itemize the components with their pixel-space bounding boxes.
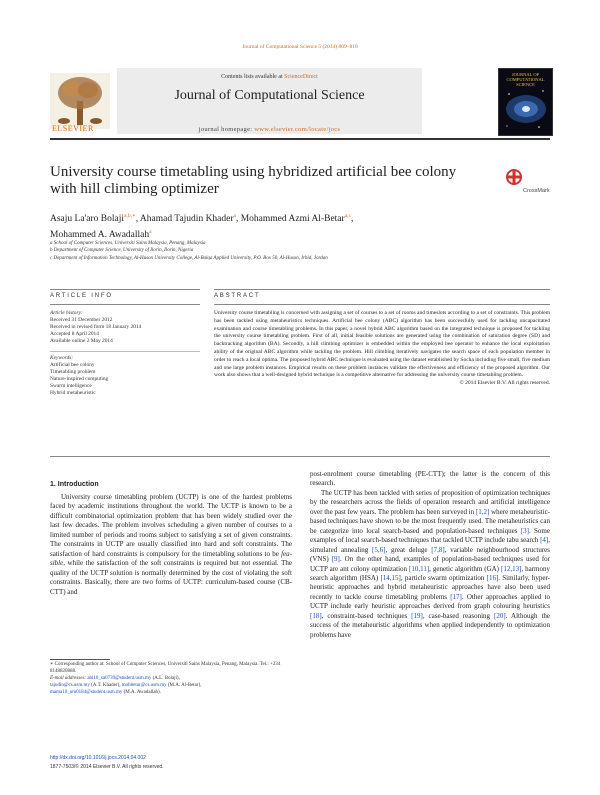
- intro-paragraph: [310, 489, 550, 640]
- intro-text: , case-based reasoning: [422, 611, 495, 620]
- article-info: [50, 310, 200, 397]
- citation-link[interactable]: [7,8]: [431, 545, 445, 554]
- intro-paragraph: [50, 493, 292, 597]
- keywords-label: Keywords:: [50, 355, 74, 361]
- history-item: Available online 2 May 2014: [50, 338, 113, 344]
- abstract-heading: ABSTRACT: [214, 293, 261, 299]
- history-item: Received 31 December 2012: [50, 317, 113, 323]
- citation-link[interactable]: [19]: [411, 611, 423, 620]
- abstract-text: University course timetabling is concerned with assigning a set of courses to a set of rooms and timeslots according to a set of constraints. This problem has been tackled using metaheuristics techniques. Artificial bee colony (ABC) algorithm has been successfully used for tackling uncapacitated examination and course timetabling problems. In this paper, a novel hybrid ABC algorithm based on the integrated technique is proposed for tackling the university course timetabling problem. First of all, initial feasible solutions are generated using the combination of saturation degree (SD) and backtracking algorithm (BA). Secondly, a hill climbing optimizer is embedded within the employed bee operator to enhance the local exploitation ability of the original ABC algorithm while tackling the problem. Hill climbing iteratively navigates the search space of each population member in order to reach a local optima. The proposed hybrid ABC technique is evaluated using the dataset established by Socha including five small, five medium and one large problem instances. Empirical results on these problem instances validate the effectiveness and efficiency of the proposed algorithm. Our work also shows that a well-designed hybrid technique is a competitive alternative for addressing the university course timetabling problem.: [214, 310, 550, 379]
- citation-link[interactable]: [20]: [494, 611, 506, 620]
- affiliation-b: b Department of Computer Science, University of Ilorin, Ilorin, Nigeria: [50, 248, 194, 254]
- homepage-prefix: journal homepage:: [198, 126, 255, 133]
- journal-title: Journal of Computational Science: [174, 88, 365, 103]
- intro-text: . Although the success of the metaheuristic algorithms when applied independently to optimization problems have: [310, 611, 551, 639]
- email-owner: (M.A. Al-Betar),: [166, 683, 202, 688]
- author-4[interactable]: Mohammed A. Awadallah: [50, 230, 150, 241]
- info-top-rule: [50, 289, 200, 290]
- journal-homepage: [117, 126, 422, 133]
- keyword-item: Swarm intelligence: [50, 383, 92, 389]
- affiliations: [50, 240, 550, 262]
- history-item: Accepted 8 April 2014: [50, 331, 99, 337]
- email-link[interactable]: mama10_om0184@student.usm.my: [50, 690, 123, 695]
- email-owner: (M.A. Awadallah).: [122, 690, 161, 695]
- email-link[interactable]: tajudin@cs.usm.my: [50, 683, 90, 688]
- homepage-url-link[interactable]: www.elsevier.com/locate/jocs: [254, 126, 341, 133]
- keyword-item: Artificial bee colony: [50, 362, 95, 368]
- citation-link[interactable]: [5,6]: [372, 545, 386, 554]
- author-2[interactable]: Ahamad Tajudin Khader: [139, 214, 234, 225]
- keyword-item: Timetabling problem: [50, 369, 96, 375]
- intro-right-column: [310, 470, 550, 640]
- intro-text: , while the satisfaction of the soft constraints is required but not essential. The quality of the UCTP solution is normally determined by the cost of violating the soft constraints. Basically, there are two forms of UCTP: curriculum-based course (CB-CTT) and: [50, 559, 292, 596]
- intro-text: . Some examples of local search-based techniques that tackled UCTP include tabu search: [310, 526, 550, 545]
- intro-text: , harmony search algorithm (HSA): [310, 564, 551, 582]
- citation-link[interactable]: [1,2]: [475, 507, 490, 516]
- citation-link[interactable]: [3]: [520, 526, 529, 535]
- author-4-affil: a: [149, 229, 152, 236]
- affiliation-c: c Department of Information Technology, Al-Huson University College, Al-Balqa Applied University, P.O. Box 50, Al-Huson, Irbid, Jordan: [50, 255, 328, 261]
- intro-text: , particle swarm optimization: [400, 573, 487, 582]
- intro-text: , great deluge: [385, 545, 432, 554]
- keyword-item: Hybrid metaheuristic: [50, 390, 96, 396]
- footnote: [50, 661, 292, 696]
- paper-title: University course timetabling using hybridized artificial bee colony with hill climbing optimizer: [50, 164, 457, 197]
- intro-text: . Similarly, hyper-heuristic approaches and hybrid metaheuristic approaches have also been used recently to tackle course timetabling problems: [310, 573, 550, 601]
- info-mid-rule: [50, 304, 200, 305]
- issn-copyright: 1877-7503/© 2014 Elsevier B.V. All rights reserved.: [50, 764, 164, 770]
- intro-text: . Other approaches applied to UCTP include early heuristic approaches derived from graph colouring heuristics: [310, 592, 550, 611]
- footnote-rule: [50, 659, 110, 660]
- introduction-heading: 1. Introduction: [50, 481, 99, 488]
- article-info-heading: ARTICLE INFO: [50, 293, 113, 299]
- author-1-affil: a,b,∗: [124, 213, 136, 219]
- author-1[interactable]: Asaju La'aro Bolaji: [50, 214, 124, 225]
- email-owner: (A.L. Bolaji),: [151, 676, 180, 681]
- email-owner: (A.T. Khader),: [89, 683, 122, 688]
- header-rule: [50, 138, 550, 140]
- abstract-copyright: © 2014 Elsevier B.V. All rights reserved.: [459, 380, 550, 387]
- author-3[interactable]: Mohammed Azmi Al-Betar: [240, 214, 345, 225]
- intro-text: University course timetabling problem (UCTP) is one of the hardest problems faced by academic institutions throughout the world. The UCTP is known to be a difficult combinatorial optimization problem that has been widely studied over the last few decades. The problem involves scheduling a given number of courses to a limited number of periods and rooms subject to satisfying a set of given constraints. The constraints in UCTP are usually classified into hard and soft constraints. The satisfaction of hard constraints is compulsory for the timetabling solutions to be: [50, 493, 292, 558]
- abstract-top-rule: [214, 289, 550, 290]
- keyword-item: Nature-inspired computing: [50, 376, 109, 382]
- sciencedirect-link[interactable]: ScienceDirect: [284, 74, 318, 80]
- email-link[interactable]: abl10_sa0739@student.usm.my: [87, 676, 152, 681]
- journal-reference: Journal of Computational Science 5 (2014) 809–818: [242, 44, 358, 50]
- corresponding-author: ∗ Corresponding author at: School of Computer Sciences, Universiti Sains Malaysia, Penang, Malaysia. Tel.: +234 8148820888.: [50, 662, 281, 674]
- citation-link[interactable]: [18]: [310, 611, 322, 620]
- info-divider: [50, 351, 200, 352]
- intro-paragraph: post-enrolment course timetabling (PE-CTT); the latter is the concern of this research.: [310, 470, 550, 488]
- author-3-affil: a,c: [344, 213, 351, 219]
- author-sep: ,: [135, 214, 140, 225]
- citation-link[interactable]: [16]: [486, 573, 499, 582]
- author-list: [50, 210, 530, 242]
- email-link[interactable]: mohbetar@cs.usm.my: [121, 683, 167, 688]
- citation-link[interactable]: [12,13]: [500, 564, 522, 573]
- intro-italic-fea: fea-: [281, 549, 292, 558]
- citation-link[interactable]: [14,15]: [380, 573, 401, 582]
- intro-text: . On the other hand, examples of population-based techniques used for UCTP are ant colony optimization: [310, 555, 550, 573]
- email-label: E-mail addresses:: [50, 676, 88, 681]
- publisher-name: ELSEVIER: [52, 124, 94, 133]
- intro-text: where metaheuristic-based techniques have shown to be the most frequently used. The metaheuristics can be categorize into local search-based and population-based techniques: [310, 507, 551, 535]
- doi-link[interactable]: http://dx.doi.org/10.1016/j.jocs.2014.04.002: [50, 755, 146, 761]
- author-2-affil: a: [233, 213, 236, 219]
- abstract-body: [214, 310, 550, 388]
- citation-link[interactable]: [4]: [540, 536, 549, 545]
- crossmark-label[interactable]: CrossMark: [523, 188, 550, 194]
- abstract-bottom-rule: [50, 456, 550, 457]
- intro-text: , genetic algorithm (GA): [429, 564, 501, 573]
- contents-line: [117, 74, 422, 80]
- intro-left-column: [50, 493, 292, 597]
- author-sep: ,: [235, 214, 241, 225]
- contents-prefix: Contents lists available at: [221, 74, 285, 80]
- affiliation-a: a School of Computer Sciences, Universiti Sains Malaysia, Penang, Malaysia: [50, 241, 206, 246]
- citation-link[interactable]: [9]: [331, 555, 340, 564]
- cover-title: JOURNAL OF COMPUTATIONAL SCIENCE: [506, 72, 545, 87]
- history-label: Article history:: [50, 310, 83, 316]
- intro-text: , variable neighbourhood structures (VNS): [310, 545, 550, 564]
- intro-italic-sible: sible: [50, 559, 64, 568]
- history-item: Received in revised form 18 January 2014: [50, 324, 142, 330]
- citation-link[interactable]: [17]: [450, 592, 462, 601]
- abstract-mid-rule: [214, 304, 550, 305]
- email-addresses: [50, 675, 292, 696]
- intro-text: , simulated annealing: [310, 536, 550, 554]
- intro-text: , constraint-based techniques: [321, 611, 412, 620]
- journal-cover: [498, 68, 553, 136]
- author-sep: ,: [350, 214, 354, 225]
- citation-link[interactable]: [10,11]: [409, 564, 430, 573]
- intro-text: The UCTP has been tackled with series of proposition of optimization techniques by the researchers across the fields of operation research and artificial intelligence over the past few years. The problem has been surveyed in: [310, 488, 550, 516]
